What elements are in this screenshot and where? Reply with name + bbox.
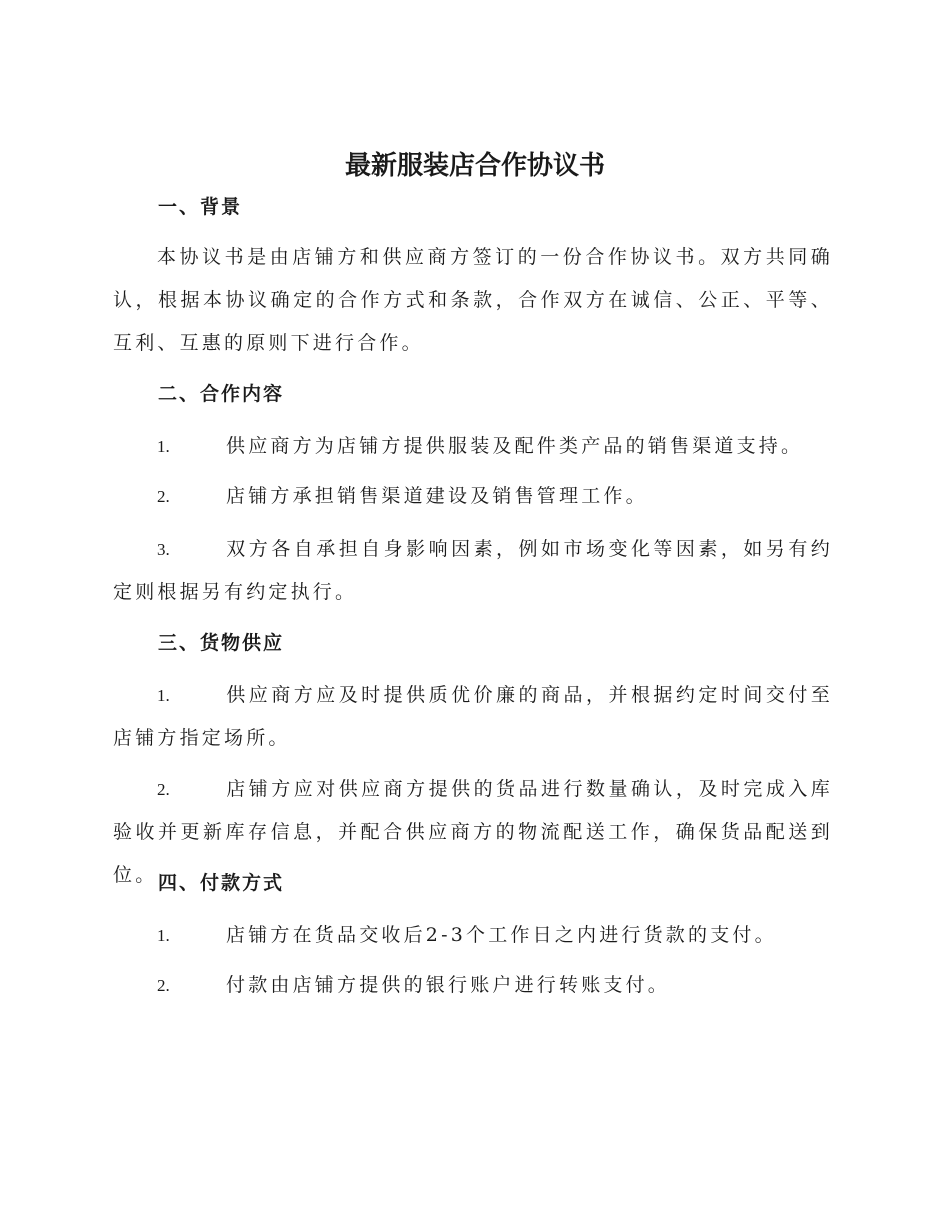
list-item-text: 店铺方应对供应商方提供的货品进行数量确认，及时完成入库验收并更新库存信息，并配合供应商方的物流配送工作，确保货品配送到位。 [113, 778, 833, 886]
section-heading-background: 一、背景 [158, 196, 243, 218]
list-item-number: 2. [157, 780, 170, 799]
background-paragraph: 本协议书是由店铺方和供应商方签订的一份合作协议书。双方共同确认，根据本协议确定的合作方式和条款，合作双方在诚信、公正、平等、互利、互惠的原则下进行合作。 [113, 246, 833, 354]
list-item-text: 双方各自承担自身影响因素，例如市场变化等因素，如另有约定则根据另有约定执行。 [113, 538, 833, 603]
section-heading-supply: 三、货物供应 [158, 632, 285, 654]
section-heading-cooperation: 二、合作内容 [158, 383, 285, 405]
list-item [113, 475, 833, 518]
list-item-number: 1. [157, 437, 170, 456]
document-title: 最新服装店合作协议书 [344, 151, 605, 181]
list-item-number: 1. [157, 926, 170, 945]
section-heading-payment: 四、付款方式 [158, 872, 285, 894]
list-item-text: 店铺方承担销售渠道建设及销售管理工作。 [226, 485, 648, 507]
list-item [113, 964, 833, 1007]
list-item [113, 914, 833, 957]
list-item-text: 供应商方应及时提供质优价廉的商品，并根据约定时间交付至店铺方指定场所。 [113, 684, 833, 749]
list-item-text: 店铺方在货品交收后2-3个工作日之内进行货款的支付。 [226, 924, 777, 946]
list-item-number: 3. [157, 540, 170, 559]
list-item [113, 425, 833, 468]
list-item-number: 2. [157, 976, 170, 995]
list-item-text: 付款由店铺方提供的银行账户进行转账支付。 [226, 974, 671, 996]
list-item [113, 674, 833, 760]
list-item-text: 供应商方为店铺方提供服装及配件类产品的销售渠道支持。 [226, 435, 804, 457]
list-item-number: 2. [157, 487, 170, 506]
list-item [113, 528, 833, 614]
list-item-number: 1. [157, 686, 170, 705]
